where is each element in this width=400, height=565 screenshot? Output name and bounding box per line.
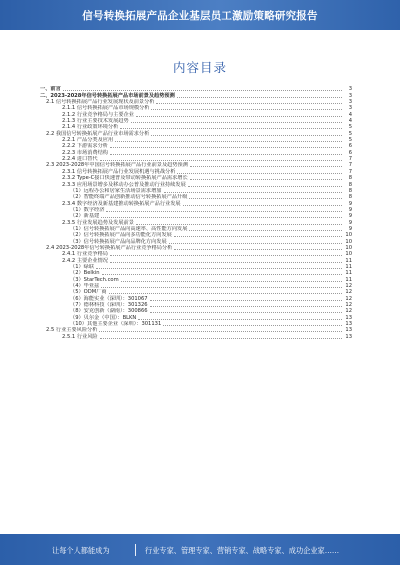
toc-entry-title: 一、前言: [40, 86, 61, 93]
toc-entry-title: 2.1 信号转换拓展产品行业发展现状及前景分析: [46, 99, 155, 106]
toc-page-number: 5: [348, 137, 352, 144]
toc-entry-title: （10）其他主要企业（深圳）：301131: [70, 321, 162, 328]
toc-leader-dots: [174, 236, 342, 237]
toc-page-number: 4: [348, 118, 352, 125]
toc-leader-dots: [189, 198, 342, 199]
toc-entry-title: 2.3.4 数字经济及新基建推动转换拓展产品行业发展: [62, 200, 181, 207]
toc-page-number: 13: [345, 333, 352, 340]
toc-entry-title: 2.4.1 行业竞争格局: [62, 251, 108, 258]
toc-entry-title: 2.2.2 下游需求分析: [62, 143, 108, 150]
toc-leader-dots: [100, 338, 342, 339]
toc-leader-dots: [110, 147, 342, 148]
toc-page-number: 5: [348, 124, 352, 131]
toc-page-number: 4: [348, 111, 352, 118]
toc-leader-dots: [136, 224, 342, 225]
toc-entry-title: 2.5.1 行业风险: [62, 333, 98, 340]
toc-page-number: 13: [345, 327, 352, 334]
toc-leader-dots: [164, 192, 343, 193]
toc-page-number: 6: [348, 143, 352, 150]
toc-page-number: 3: [348, 99, 352, 106]
toc-entry-title: （9）贝尔金（中国）：BLKN: [70, 314, 137, 321]
toc-entry-title: （7）德林科技（深圳）：301326: [70, 302, 148, 309]
toc-entry-title: （2）智能终端产品创新推动信号转换拓展产品升级: [70, 194, 188, 201]
toc-entry-title: （6）海能实业（深圳）：301067: [70, 295, 148, 302]
toc-leader-dots: [102, 274, 342, 275]
toc-entry-title: （2）Belkin: [70, 270, 100, 277]
toc-entry-title: 2.4 2023-2028年信号转换拓展产品行业竞争格局分析: [46, 244, 173, 251]
toc-page-number: 9: [348, 206, 352, 213]
toc-leader-dots: [138, 319, 342, 320]
toc-entry-title: 2.1.4 行业政策环境分析: [62, 124, 119, 131]
toc-entry-title: 2.3 2023-2028年中国信号转换拓展产品行业前景及趋势预测: [46, 162, 188, 169]
toc-entry-title: 2.1.1 信号转换拓展产品市场规模分析: [62, 105, 150, 112]
toc-leader-dots: [151, 109, 342, 110]
toc-entry-title: 2.2.4 进口替代: [62, 156, 98, 163]
toc-entry-title: （4）毕亚兹: [70, 283, 100, 289]
toc-page-number: 12: [345, 308, 352, 315]
toc-leader-dots: [110, 255, 342, 256]
toc-entry-title: 2.3.5 行业发展趋势及发展前景: [62, 219, 134, 226]
toc-page-number: 9: [348, 200, 352, 207]
toc-entry-title: 2.1.2 行业竞争格局与主要企业: [62, 111, 134, 118]
toc-leader-dots: [150, 306, 342, 307]
toc-page-number: 10: [345, 251, 352, 258]
toc-page-number: 3: [348, 86, 352, 93]
toc-entry-title: （2）新基建: [70, 213, 100, 220]
toc-page-number: 9: [348, 219, 352, 226]
toc-leader-dots: [174, 249, 342, 250]
toc-leader-dots: [169, 243, 342, 244]
toc-leader-dots: [120, 128, 342, 129]
toc-page-number: 6: [348, 149, 352, 156]
toc-leader-dots: [136, 116, 342, 117]
toc-entry-title: （5）ODM厂商: [70, 289, 107, 296]
toc-entry-title: （3）信号转换拓展产品向品牌化方向发展: [70, 238, 167, 245]
toc-leader-dots: [177, 97, 342, 98]
toc-leader-dots: [101, 217, 342, 218]
toc-leader-dots: [101, 287, 342, 288]
toc-leader-dots: [177, 173, 342, 174]
toc-entry-title: 2.3.1 信号转换拓展产品行业发展机遇与挑战分析: [62, 168, 176, 175]
toc-page-number: 9: [348, 225, 352, 232]
toc-leader-dots: [109, 293, 342, 294]
toc-page-number: 12: [345, 295, 352, 302]
toc-leader-dots: [190, 166, 342, 167]
toc-entry-title: （1）绿联: [70, 263, 95, 270]
toc-entry-title: （1）数字经济: [70, 206, 105, 213]
toc-page-number: 11: [345, 276, 352, 283]
toc-page-number: 12: [345, 283, 352, 289]
toc-leader-dots: [163, 325, 342, 326]
footer-slogan: 让每个人都能成为: [52, 546, 110, 555]
toc-entry-title: （8）安克创新（湖南）：300866: [70, 308, 148, 315]
toc-entry-title: （3）StarTech.com: [70, 276, 119, 283]
toc-leader-dots: [151, 135, 342, 136]
footer-tagline: 行业专家、管理专家、营销专家、战略专家、成功企业家……: [145, 546, 340, 555]
toc-entry-title: 2.3.2 Type-C接口快速普及带动转换拓展产品需求增长: [62, 175, 188, 182]
toc-page-number: 7: [348, 162, 352, 169]
toc-leader-dots: [106, 211, 342, 212]
toc-heading: 内容目录: [172, 60, 227, 75]
toc-page-number: 3: [348, 105, 352, 112]
toc-leader-dots: [99, 331, 342, 332]
toc-entry-title: 2.3.3 应用场景增多及移动办公普及推动行业持续发展: [62, 181, 186, 188]
toc-page-number: 5: [348, 130, 352, 137]
toc-entry-title: 2.2.3 市场消费结构: [62, 149, 108, 156]
toc-entry-title: （2）信号转换拓展产品向多功能化方向发展: [70, 232, 172, 239]
footer-banner: [0, 534, 400, 565]
toc-entry-title: 2.4.2 主要企业情况: [62, 257, 108, 264]
toc-leader-dots: [156, 103, 342, 104]
toc-leader-dots: [115, 141, 342, 142]
toc-page-number: 12: [345, 302, 352, 309]
toc-leader-dots: [150, 300, 342, 301]
toc-leader-dots: [189, 230, 342, 231]
toc-page-number: 13: [345, 321, 352, 328]
toc-page-number: 10: [345, 244, 352, 251]
toc-page-number: 11: [345, 263, 352, 270]
toc-page-number: 3: [348, 92, 352, 99]
toc-leader-dots: [110, 154, 342, 155]
toc-page-number: 8: [348, 181, 352, 188]
toc-entry-title: （1）远程办公和居家生活场景需求增加: [70, 187, 162, 194]
toc-page-number: 8: [348, 194, 352, 201]
toc-leader-dots: [190, 179, 342, 180]
toc-page-number: 12: [345, 289, 352, 296]
toc-leader-dots: [188, 186, 342, 187]
toc-leader-dots: [110, 262, 342, 263]
toc-page-number: 13: [345, 314, 352, 321]
toc-entry-title: 二、2023-2028年信号转换拓展产品市场前景及趋势预测: [40, 92, 175, 99]
toc-entry[interactable]: [40, 333, 352, 339]
report-title: 信号转换拓展产品企业基层员工激励策略研究报告: [82, 10, 318, 22]
toc-entry-title: （1）信号转换拓展产品向高速率、高性能方向发展: [70, 225, 188, 232]
toc-leader-dots: [131, 122, 342, 123]
toc-leader-dots: [63, 90, 342, 91]
toc-page-number: 7: [348, 168, 352, 175]
toc-leader-dots: [100, 160, 342, 161]
toc-page-number: 11: [345, 270, 352, 277]
toc-entry-title: 2.1.3 行业主要技术发展趋势: [62, 118, 129, 125]
toc-page-number: 10: [345, 232, 352, 239]
header-banner: [0, 0, 400, 30]
toc-entry-title: 2.5 行业主要风险分析: [46, 327, 98, 334]
toc-leader-dots: [96, 268, 342, 269]
toc-page-number: 10: [345, 238, 352, 245]
footer-divider: [135, 544, 136, 556]
toc-leader-dots: [183, 205, 342, 206]
toc-page-number: 8: [348, 175, 352, 182]
toc-leader-dots: [121, 281, 342, 282]
toc-page-number: 9: [348, 213, 352, 220]
toc-page-number: 11: [345, 257, 352, 264]
toc-leader-dots: [150, 312, 342, 313]
toc-entry-title: 2.2 我国信号转换拓展产品行业市场需求分析: [46, 130, 150, 137]
toc-page-number: 8: [348, 187, 352, 194]
toc-page-number: 7: [348, 156, 352, 163]
toc-entry-title: 2.2.1 产品分类及应用: [62, 137, 114, 144]
table-of-contents: [40, 86, 352, 340]
